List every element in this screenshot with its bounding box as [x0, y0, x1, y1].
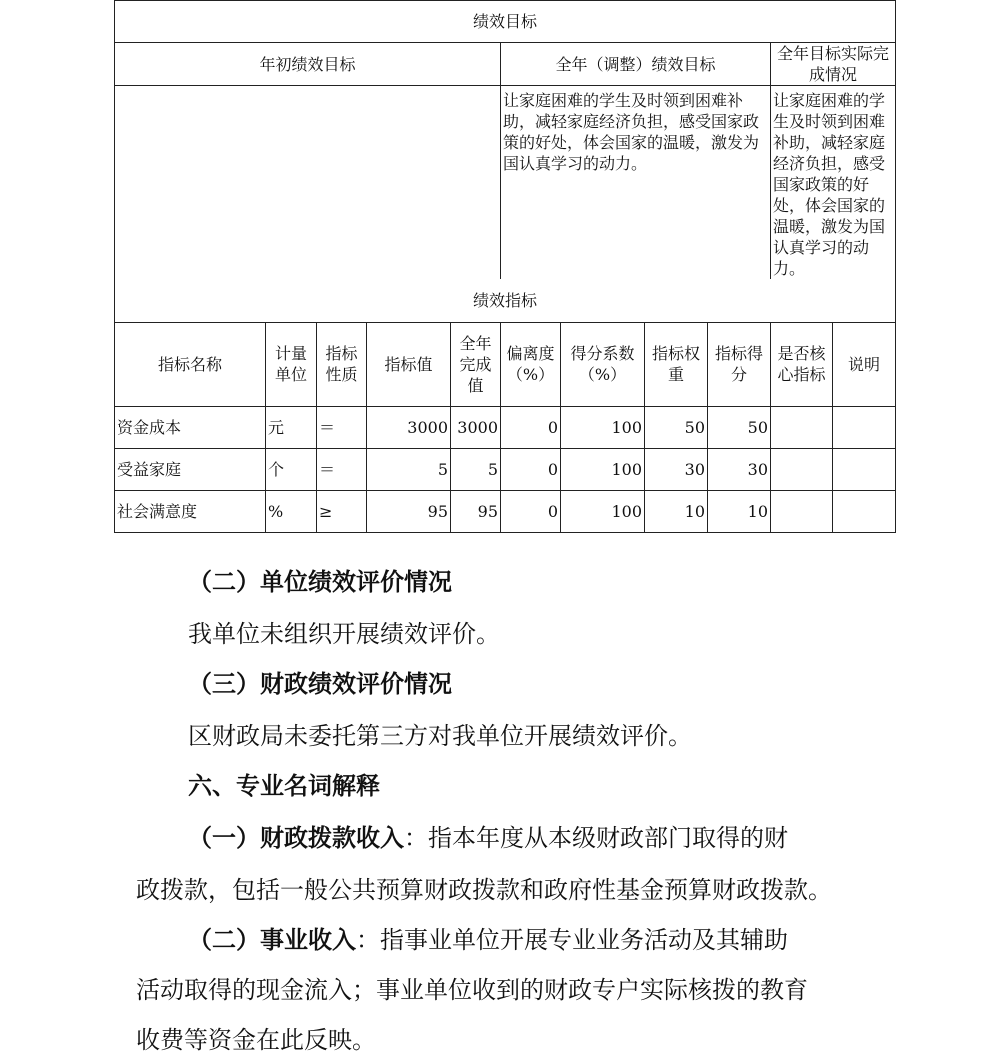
unit-eval-heading: （二）单位绩效评价情况 — [188, 567, 452, 596]
col-adjusted-goal: 全年（调整）绩效目标 — [501, 43, 771, 86]
unit-eval-text: 我单位未组织开展绩效评价。 — [188, 620, 500, 648]
row-unit: % — [266, 490, 317, 532]
actual-goal-text: 让家庭困难的学生及时领到困难补助，减轻家庭经济负担，感受国家政策的好处，体会国家的温暖，激发为国认真学习的动力。 — [771, 86, 896, 280]
row-weight: 30 — [645, 448, 708, 490]
indicators-header: 绩效指标 — [115, 279, 896, 322]
header-indicator-name: 指标名称 — [115, 322, 266, 406]
table-row — [115, 406, 896, 448]
row-core — [771, 448, 833, 490]
row-actual: 3000 — [451, 406, 501, 448]
row-actual: 95 — [451, 490, 501, 532]
term2-line1 — [188, 924, 788, 956]
row-name: 资金成本 — [115, 406, 266, 448]
row-deviation: 0 — [501, 448, 561, 490]
term1-line1 — [188, 822, 788, 854]
header-coefficient: 得分系数（%） — [561, 322, 645, 406]
row-name: 社会满意度 — [115, 490, 266, 532]
term1-text-a: ：指本年度从本级财政部门取得的财 — [404, 824, 788, 852]
row-score: 50 — [708, 406, 771, 448]
row-deviation: 0 — [501, 490, 561, 532]
row-weight: 10 — [645, 490, 708, 532]
performance-table — [114, 0, 896, 533]
row-coefficient: 100 — [561, 490, 645, 532]
row-core — [771, 490, 833, 532]
col-initial-goal: 年初绩效目标 — [115, 43, 501, 86]
row-note — [833, 448, 896, 490]
header-actual: 全年完成值 — [451, 322, 501, 406]
row-unit: 个 — [266, 448, 317, 490]
row-note — [833, 490, 896, 532]
term2-line2: 活动取得的现金流入；事业单位收到的财政专户实际核拨的教育 — [136, 976, 808, 1004]
row-weight: 50 — [645, 406, 708, 448]
row-note — [833, 406, 896, 448]
col-actual-completion: 全年目标实际完成情况 — [771, 43, 896, 86]
initial-goal-text — [115, 86, 501, 280]
term2-line3: 收费等资金在此反映。 — [136, 1026, 376, 1054]
row-unit: 元 — [266, 406, 317, 448]
row-target: 5 — [367, 448, 451, 490]
header-score: 指标得分 — [708, 322, 771, 406]
term2-label: （二）事业收入 — [188, 925, 356, 954]
row-nature: ≥ — [317, 490, 367, 532]
row-deviation: 0 — [501, 406, 561, 448]
row-core — [771, 406, 833, 448]
row-actual: 5 — [451, 448, 501, 490]
adjusted-goal-text: 让家庭困难的学生及时领到困难补助，减轻家庭经济负担，感受国家政策的好处，体会国家的温暖，激发为国认真学习的动力。 — [501, 86, 771, 280]
goals-header: 绩效目标 — [115, 1, 896, 43]
row-nature: ＝ — [317, 448, 367, 490]
header-unit: 计量单位 — [266, 322, 317, 406]
row-score: 30 — [708, 448, 771, 490]
header-deviation: 偏离度（%） — [501, 322, 561, 406]
row-name: 受益家庭 — [115, 448, 266, 490]
header-target: 指标值 — [367, 322, 451, 406]
row-score: 10 — [708, 490, 771, 532]
table-row — [115, 448, 896, 490]
table-row — [115, 490, 896, 532]
term1-line2: 政拨款，包括一般公共预算财政拨款和政府性基金预算财政拨款。 — [136, 876, 832, 904]
fin-eval-text: 区财政局未委托第三方对我单位开展绩效评价。 — [188, 722, 692, 750]
row-coefficient: 100 — [561, 448, 645, 490]
row-target: 3000 — [367, 406, 451, 448]
header-note: 说明 — [833, 322, 896, 406]
row-target: 95 — [367, 490, 451, 532]
header-nature: 指标性质 — [317, 322, 367, 406]
term1-label: （一）财政拨款收入 — [188, 823, 404, 852]
row-coefficient: 100 — [561, 406, 645, 448]
terms-heading: 六、专业名词解释 — [188, 771, 380, 800]
header-core: 是否核心指标 — [771, 322, 833, 406]
term2-text-a: ：指事业单位开展专业业务活动及其辅助 — [356, 926, 788, 954]
header-weight: 指标权重 — [645, 322, 708, 406]
row-nature: ＝ — [317, 406, 367, 448]
indicator-header-row — [115, 322, 896, 406]
fin-eval-heading: （三）财政绩效评价情况 — [188, 669, 452, 698]
